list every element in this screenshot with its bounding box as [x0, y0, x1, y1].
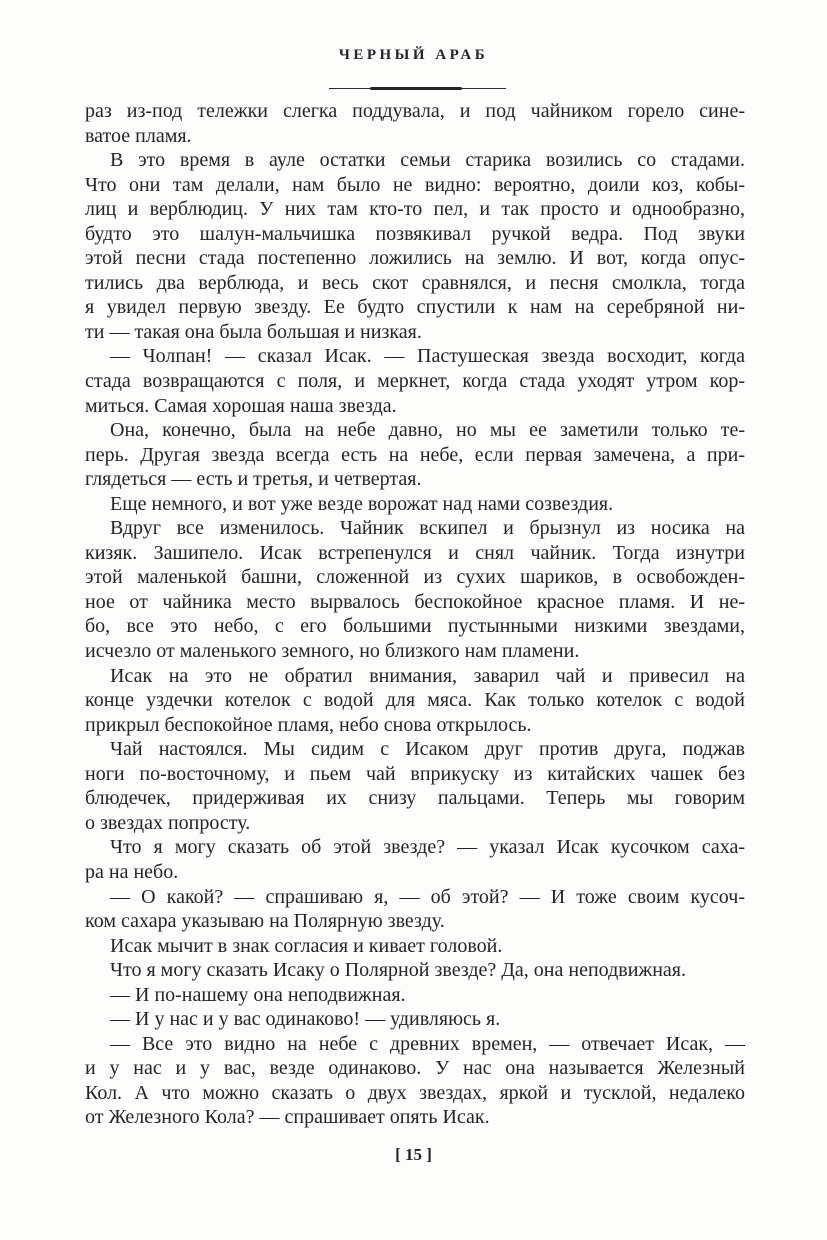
text-line: Она, конечно, была на небе давно, но мы ее заметили только те-: [110, 419, 745, 442]
paragraph: [85, 1032, 745, 1130]
text-line: от Железного Кола? — спрашивает опять Исак.: [85, 1106, 490, 1129]
text-line: этой песни стада постепенно ложились на землю. И вот, когда опус-: [85, 247, 745, 270]
paragraph: [85, 1007, 745, 1032]
paragraph: [85, 885, 745, 934]
text-line: конце уздечки котелок с водой для мяса. Как только котелок с водой: [85, 689, 745, 712]
paragraph: [85, 344, 745, 418]
text-line: Чай настоялся. Мы сидим с Исаком друг против друга, поджав: [110, 738, 745, 761]
text-line: Кол. А что можно сказать о двух звездах, яркой и тусклой, недалеко: [85, 1081, 745, 1104]
paragraph: [85, 418, 745, 492]
text-line: Что они там делали, нам было не видно: вероятно, доили коз, кобы-: [85, 173, 745, 196]
text-line: ком сахара указываю на Полярную звезду.: [85, 910, 445, 933]
text-line: миться. Самая хорошая наша звезда.: [85, 394, 397, 417]
text-line: лиц и верблюдиц. У них там кто-то пел, и так просто и однообразно,: [85, 198, 745, 221]
paragraph: [85, 516, 745, 663]
text-line: — О какой? — спрашиваю я, — об этой? — И тоже своим кусоч-: [110, 885, 745, 908]
text-line: Исак мычит в знак согласия и кивает головой.: [110, 934, 503, 957]
text-line: Еще немного, и вот уже везде ворожат над нами созвездия.: [110, 492, 614, 515]
text-line: о звездах попросту.: [85, 811, 251, 834]
text-line: этой маленькой башни, сложенной из сухих шариков, в освобожден-: [85, 566, 745, 589]
running-head: ЧЕРНЫЙ АРАБ: [338, 47, 489, 63]
text-line: раз из-под тележки слегка поддувала, и под чайником горело сине-: [85, 100, 745, 122]
text-line: прикрыл беспокойное пламя, небо снова открылось.: [85, 713, 532, 736]
text-line: — Все это видно на небе с древних времен, — отвечает Исак, —: [110, 1032, 745, 1055]
text-line: бо, все это небо, с его большими пустынными низкими звездами,: [85, 615, 745, 638]
paragraph: [85, 958, 745, 983]
text-line: — Чолпан! — сказал Исак. — Пастушеская звезда восходит, когда: [110, 345, 745, 368]
paragraph: [85, 737, 745, 835]
paragraph: [85, 983, 745, 1008]
paragraph: [85, 934, 745, 959]
text-line: ноги по-восточному, и пьем чай вприкуску из китайских чашек без: [85, 762, 745, 785]
text-line: ное от чайника место вырвалось беспокойное красное пламя. И не-: [85, 590, 745, 613]
paragraph: [85, 835, 745, 884]
text-line: глядеться — есть и третья, и четвертая.: [85, 468, 422, 491]
decorative-rule: [329, 86, 506, 91]
text-line: В это время в ауле остатки семьи старика возились со стадами.: [110, 149, 745, 172]
paragraph: [85, 148, 745, 344]
text-line: стада возвращаются с поля, и меркнет, когда стада уходят утром кор-: [85, 370, 745, 393]
text-line: Что я могу сказать Исаку о Полярной звезде? Да, она неподвижная.: [110, 959, 687, 982]
text-line: кизяк. Зашипело. Исак встрепенулся и снял чайник. Тогда изнутри: [85, 541, 745, 564]
text-line: ра на небо.: [85, 860, 179, 883]
text-line: блюдечек, придерживая их снизу пальцами. Теперь мы говорим: [85, 787, 745, 810]
text-line: — И по-нашему она неподвижная.: [110, 983, 406, 1006]
body-text: [85, 99, 745, 1130]
text-line: я увидел первую звезду. Ее будто спустили к нам на серебряной ни-: [85, 296, 745, 319]
text-line: будто это шалун-мальчишка позвякивал ручкой ведра. Под звуки: [85, 222, 745, 245]
text-line: Исак на это не обратил внимания, заварил чай и привесил на: [110, 664, 745, 687]
text-line: и у нас и у вас, везде одинаково. У нас она называется Железный: [85, 1057, 745, 1080]
text-line: исчезло от маленького земного, но близкого нам пламени.: [85, 640, 580, 663]
text-line: Что я могу сказать об этой звезде? — указал Исак кусочком саха-: [110, 836, 745, 859]
text-line: тились два верблюда, и весь скот сравнялся, и песня смолкла, тогда: [85, 271, 745, 294]
paragraph: [85, 664, 745, 738]
text-line: ти — такая она была большая и низкая.: [85, 320, 422, 343]
paragraph: [85, 492, 745, 517]
rule-thick-segment: [370, 87, 462, 90]
page-number: [ 15 ]: [395, 1145, 432, 1164]
paragraph: [85, 99, 745, 148]
text-line: перь. Другая звезда всегда есть на небе, если первая замечена, а при-: [85, 443, 745, 466]
text-line: Вдруг все изменилось. Чайник вскипел и брызнул из носика на: [110, 517, 745, 540]
text-line: ватое пламя.: [85, 124, 192, 147]
text-line: — И у нас и у вас одинаково! — удивляюсь я.: [110, 1008, 501, 1031]
